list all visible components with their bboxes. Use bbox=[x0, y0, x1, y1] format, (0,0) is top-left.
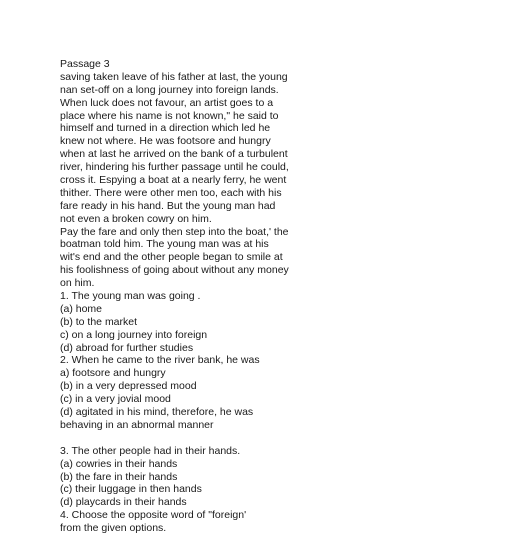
passage-line: wit's end and the other people began to smile at bbox=[60, 251, 283, 264]
passage-line: boatman told him. The young man was at his bbox=[60, 238, 269, 251]
question-3-option: (c) their luggage in then hands bbox=[60, 483, 202, 496]
questions-block-2 bbox=[60, 445, 480, 535]
question-4-stem: 4. Choose the opposite word of "foreign' bbox=[60, 509, 247, 522]
passage-line: nan set-off on a long journey into foreign lands. bbox=[60, 83, 279, 96]
question-3-stem: 3. The other people had in their hands. bbox=[60, 444, 241, 457]
question-1-stem: 1. The young man was going . bbox=[60, 290, 201, 303]
question-3-option: (d) playcards in their hands bbox=[60, 496, 187, 509]
passage-line: when at last he arrived on the bank of a turbulent bbox=[60, 148, 288, 161]
passage-line: Pay the fare and only then step into the boat,' the bbox=[60, 225, 289, 238]
question-1-option: (a) home bbox=[60, 302, 103, 315]
question-2-stem: 2. When he came to the river bank, he was bbox=[60, 354, 260, 367]
question-2-option: (d) agitated in his mind, therefore, he was bbox=[60, 406, 254, 419]
question-1-option: (d) abroad for further studies bbox=[60, 341, 194, 354]
questions-block-1 bbox=[60, 290, 480, 432]
question-4-stem-continued: from the given options. bbox=[60, 522, 167, 535]
passage-text bbox=[60, 71, 480, 290]
question-2-option: a) footsore and hungry bbox=[60, 367, 166, 380]
document-body bbox=[60, 58, 480, 535]
passage-line: river, hindering his further passage until he could, bbox=[60, 161, 289, 174]
question-1-option: (b) to the market bbox=[60, 315, 138, 328]
passage-line: cross it. Espying a boat at a nearly ferry, he went bbox=[60, 174, 287, 187]
question-2-option: (b) in a very depressed mood bbox=[60, 380, 197, 393]
passage-line: himself and turned in a direction which led he bbox=[60, 122, 271, 135]
passage-line: knew not where. He was footsore and hungry bbox=[60, 135, 271, 148]
passage-heading: Passage 3 bbox=[60, 58, 110, 70]
question-2-option-continued: behaving in an abnormal manner bbox=[60, 418, 214, 431]
question-3-option: (a) cowries in their hands bbox=[60, 457, 178, 470]
passage-line: When luck does not favour, an artist goes to a bbox=[60, 96, 274, 109]
blank-line bbox=[60, 432, 480, 445]
passage-line: not even a broken cowry on him. bbox=[60, 212, 212, 225]
passage-line: place where his name is not known," he said to bbox=[60, 109, 279, 122]
passage-line: saving taken leave of his father at last, the young bbox=[60, 70, 288, 83]
passage-line: on him. bbox=[60, 277, 95, 290]
passage-line: his foolishness of going about without any money bbox=[60, 264, 289, 277]
passage-line: fare ready in his hand. But the young man had bbox=[60, 199, 276, 212]
passage-line: thither. There were other men too, each with his bbox=[60, 186, 282, 199]
question-1-option: c) on a long journey into foreign bbox=[60, 328, 208, 341]
question-2-option: (c) in a very jovial mood bbox=[60, 393, 171, 406]
question-3-option: (b) the fare in their hands bbox=[60, 470, 178, 483]
